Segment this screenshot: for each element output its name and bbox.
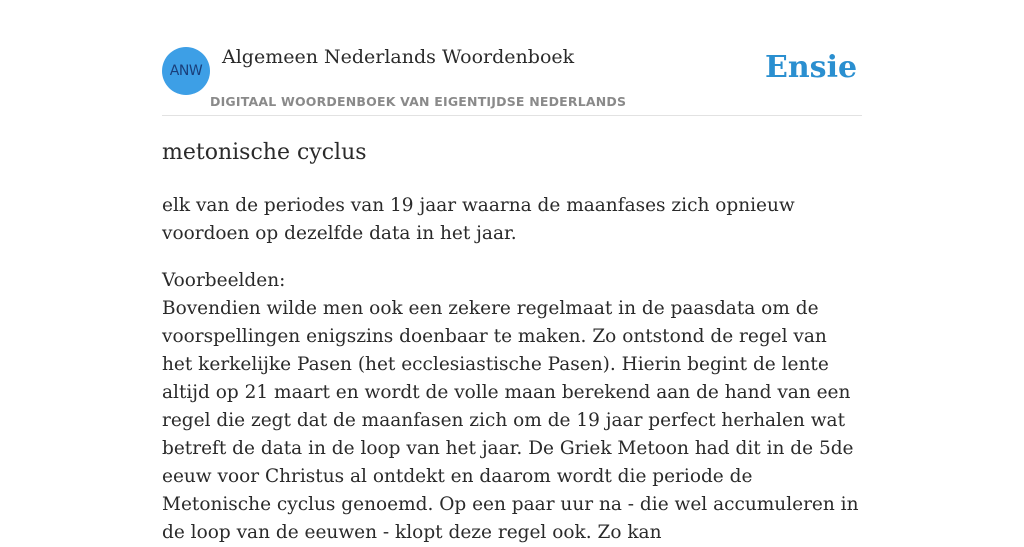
examples-label: Voorbeelden: bbox=[162, 270, 286, 291]
entry-definition: elk van de periodes van 19 jaar waarna de maanfases zich opnieuw voordoen op dezelfde data in het jaar. bbox=[162, 195, 795, 244]
entry-headword: metonische cyclus bbox=[162, 140, 367, 165]
site-subtitle: DIGITAAL WOORDENBOEK VAN EIGENTIJDSE NEDERLANDS bbox=[210, 94, 627, 109]
example-text: Bovendien wilde men ook een zekere regelmaat in de paasdata om de voorspellingen enigszins doenbaar te maken. Zo ontstond de regel van het kerkelijke Pasen (het ecclesiastische Pasen). Hierin begint de lente altijd op 21 maart en wordt de volle maan berekend aan de hand van een regel die zegt dat de maanfasen zich om de 19 jaar perfect herhalen wat betreft de data in de loop van het jaar. De Griek Metoon had dit in de 5de eeuw voor Christus al ontdekt en daarom wordt die periode de Metonische cyclus genoemd. Op een paar uur na - die wel accumuleren in de loop van de eeuwen - klopt deze regel ook. Zo kan bbox=[162, 298, 859, 543]
ensie-brand-logo[interactable]: Ensie bbox=[765, 50, 858, 85]
site-title[interactable]: Algemeen Nederlands Woordenboek bbox=[222, 46, 575, 68]
anw-logo[interactable] bbox=[162, 47, 210, 95]
anw-logo-text: ANW bbox=[169, 63, 203, 79]
header-divider bbox=[162, 115, 862, 116]
